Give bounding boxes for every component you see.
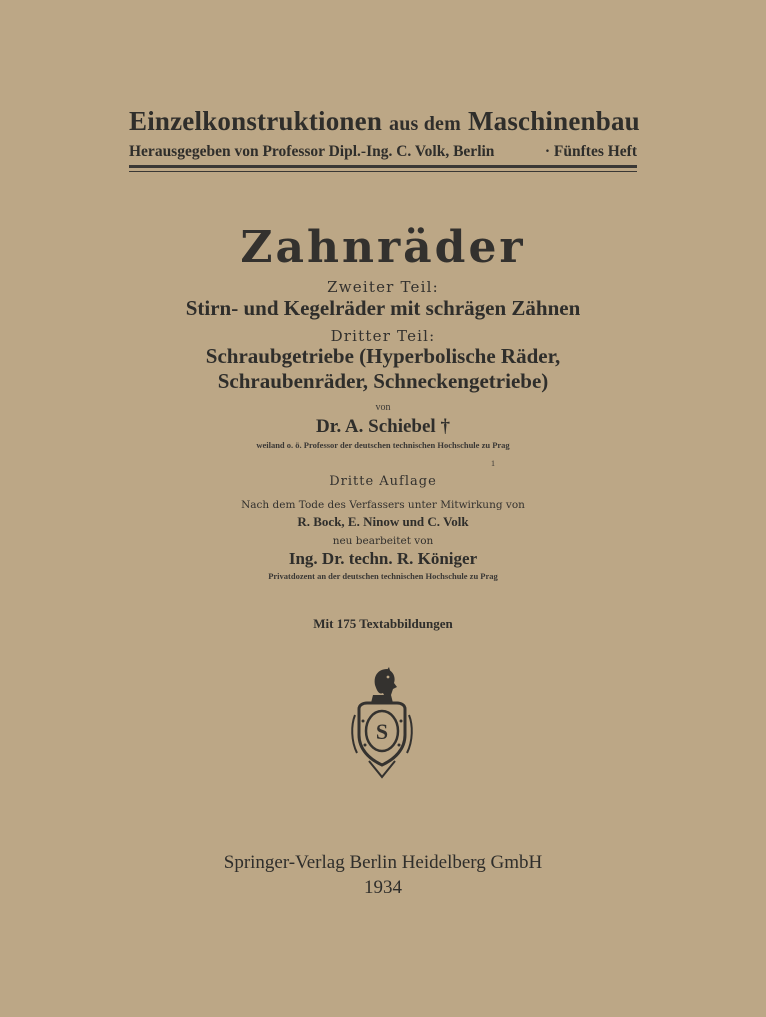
reviser-name: Ing. Dr. techn. R. Königer — [288, 549, 478, 568]
header-rule-thick — [129, 165, 637, 168]
publisher: Springer-Verlag Berlin Heidelberg GmbH — [223, 852, 543, 873]
series-title-part2: Maschinenbau — [467, 106, 640, 136]
edition: Dritte Auflage — [329, 474, 437, 489]
author-name: Dr. A. Schiebel † — [316, 416, 450, 437]
part2-label: Zweiter Teil: — [327, 278, 439, 296]
page-marker: 1 — [491, 459, 495, 468]
revision-line1: Nach dem Tode des Verfassers unter Mitwirkung von — [241, 499, 525, 511]
series-title-connector: aus dem — [389, 113, 461, 135]
reviser-affiliation: Privatdozent an der deutschen technischen Hochschule zu Prag — [268, 571, 498, 581]
revision-line2: neu bearbeitet von — [332, 535, 434, 547]
publication-year: 1934 — [364, 877, 402, 898]
von-label: von — [375, 402, 391, 413]
book-title: Zahnräder — [240, 222, 526, 273]
series-title-part1: Einzelkonstruktionen — [129, 106, 383, 136]
part3-title-line1: Schraubgetriebe (Hyperbolische Räder, — [205, 344, 561, 368]
author-affiliation: weiland o. ö. Professor der deutschen technischen Hochschule zu Prag — [256, 440, 510, 450]
springer-knight-icon — [349, 665, 415, 779]
illustration-count: Mit 175 Textabbildungen — [313, 616, 453, 631]
header-rule-thin — [129, 171, 637, 172]
part3-title-line2: Schraubenräder, Schneckengetriebe) — [217, 369, 549, 393]
series-editor: Herausgegeben von Professor Dipl.-Ing. C. Volk, Berlin — [129, 143, 495, 160]
series-issue: · Fünftes Heft — [544, 143, 637, 160]
part3-label: Dritter Teil: — [330, 327, 436, 345]
logo-letter: S — [375, 719, 389, 744]
series-title — [129, 106, 640, 137]
series-subtitle — [129, 143, 637, 161]
contributors: R. Bock, E. Ninow und C. Volk — [297, 514, 469, 529]
part2-title: Stirn- und Kegelräder mit schrägen Zähnen — [185, 296, 581, 320]
